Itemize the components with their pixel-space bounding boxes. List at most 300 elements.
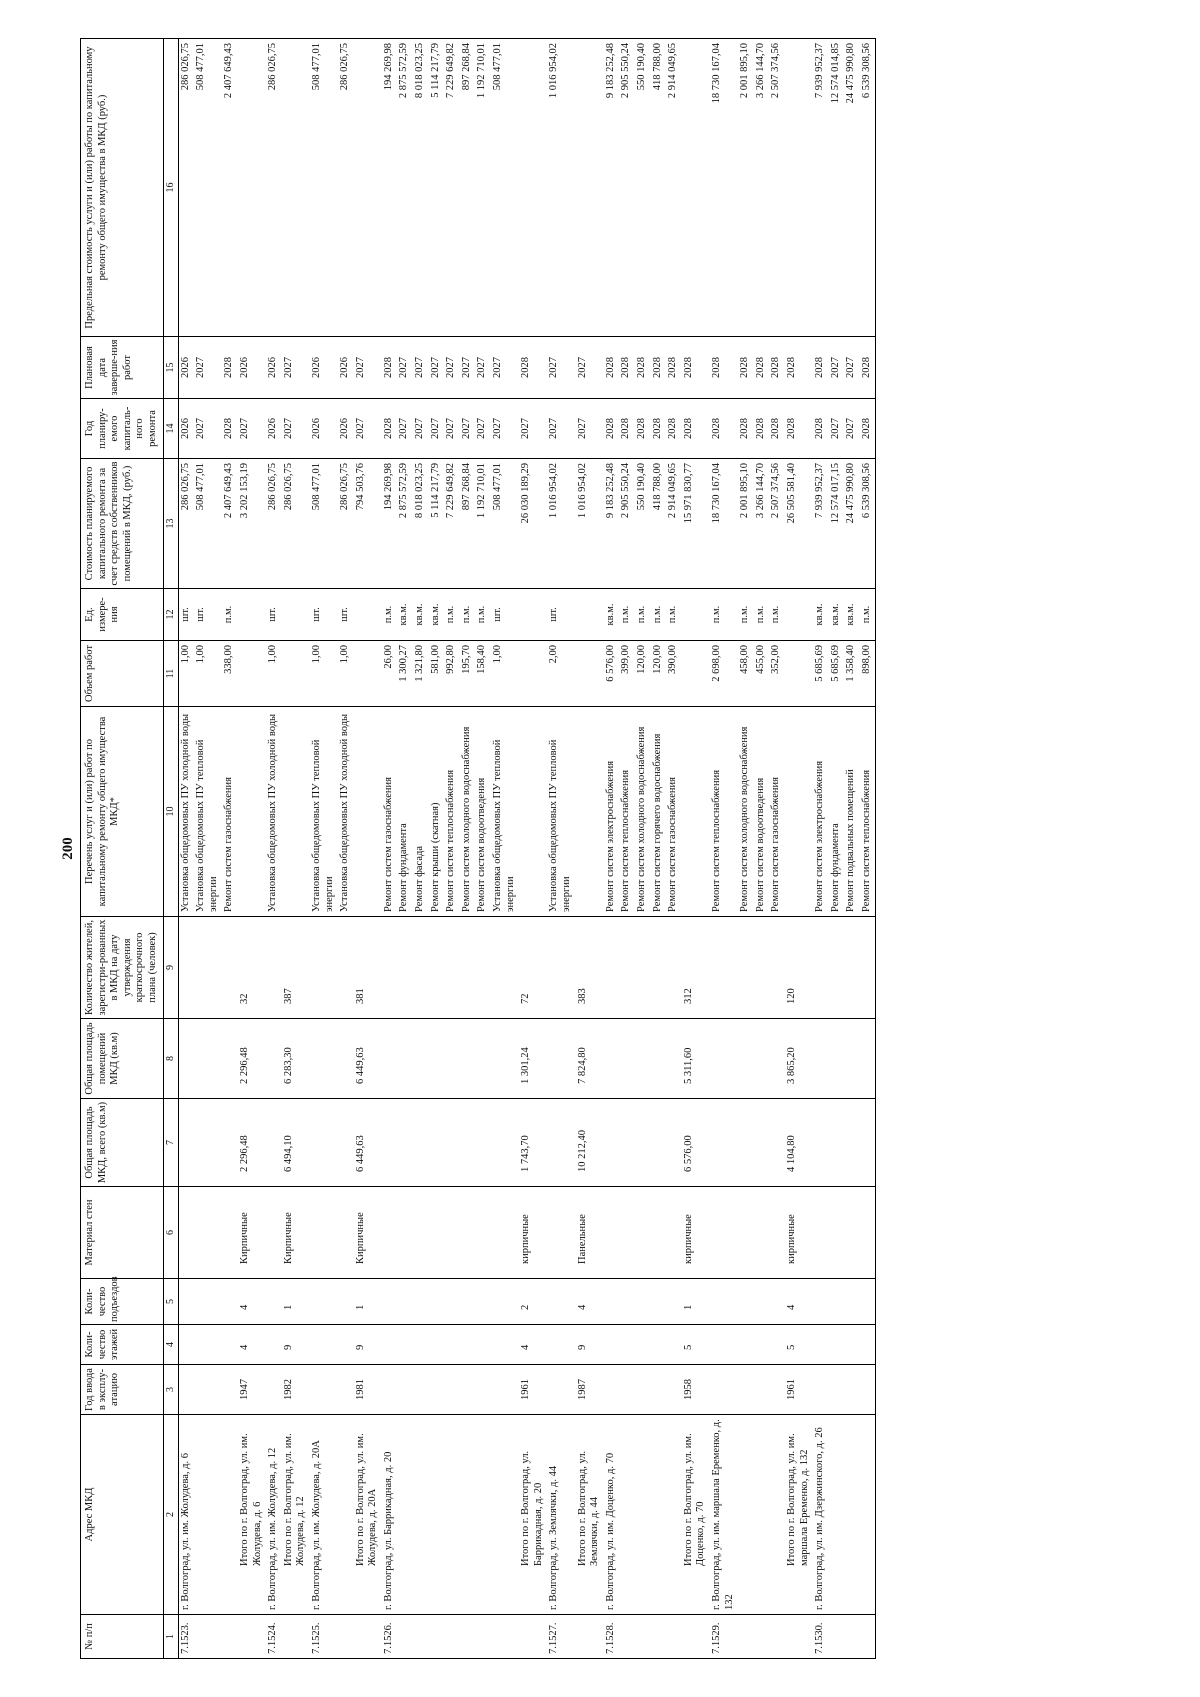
column-header: Предельная стоимость услуги и (или) работы по капитальному ремонту общего имущества в МКД (руб.)	[81, 39, 164, 337]
row-number-cell	[769, 1615, 785, 1659]
entrances-cell	[844, 1279, 860, 1325]
repair-year-cell: 2028	[860, 399, 876, 459]
address-cell	[651, 1415, 667, 1615]
table-row	[651, 39, 667, 1659]
column-number: 10	[163, 707, 178, 917]
residents-cell	[429, 917, 445, 1019]
work-type-cell: Ремонт систем газоснабжения	[769, 707, 785, 917]
work-volume-cell: 6 576,00	[604, 641, 620, 707]
repair-year-cell: 2027	[576, 399, 604, 459]
column-number: 4	[163, 1325, 178, 1365]
year-built-cell	[860, 1365, 876, 1415]
wall-material-cell	[710, 1187, 738, 1279]
wall-material-cell: кирпичные	[519, 1187, 547, 1279]
year-built-cell	[604, 1365, 620, 1415]
table-row	[310, 39, 338, 1659]
work-type-cell	[682, 707, 710, 917]
row-number-cell	[397, 1615, 413, 1659]
floors-cell	[310, 1325, 338, 1365]
work-type-cell: Ремонт систем теплоснабжения	[444, 707, 460, 917]
max-cost-cell: 12 574 014,85	[829, 39, 845, 337]
max-cost-cell	[785, 39, 813, 337]
table-row	[338, 39, 354, 1659]
completion-date-cell: 2028	[738, 337, 754, 399]
premises-area-cell: 6 449,63	[354, 1019, 382, 1099]
residents-cell	[844, 917, 860, 1019]
max-cost-cell: 550 190,40	[635, 39, 651, 337]
work-volume-cell	[682, 641, 710, 707]
entrances-cell	[310, 1279, 338, 1325]
premises-area-cell: 6 283,30	[282, 1019, 310, 1099]
column-header: Коли-чество этажей	[81, 1325, 164, 1365]
floors-cell: 4	[238, 1325, 266, 1365]
work-type-cell: Ремонт фундамента	[397, 707, 413, 917]
work-type-cell: Ремонт систем холодного водоснабжения	[460, 707, 476, 917]
entrances-cell: 2	[519, 1279, 547, 1325]
total-area-cell	[338, 1099, 354, 1187]
total-row	[785, 39, 813, 1659]
entrances-cell	[635, 1279, 651, 1325]
total-area-cell	[619, 1099, 635, 1187]
work-volume-cell: 352,00	[769, 641, 785, 707]
unit-cell	[238, 589, 266, 641]
repair-year-cell: 2028	[813, 399, 829, 459]
total-area-cell	[475, 1099, 491, 1187]
year-built-cell	[769, 1365, 785, 1415]
floors-cell: 9	[354, 1325, 382, 1365]
entrances-cell	[666, 1279, 682, 1325]
year-built-cell	[651, 1365, 667, 1415]
column-header: Объем работ	[81, 641, 164, 707]
work-type-cell: Ремонт систем теплоснабжения	[860, 707, 876, 917]
table-row	[844, 39, 860, 1659]
row-number-cell	[829, 1615, 845, 1659]
premises-area-cell	[266, 1019, 282, 1099]
wall-material-cell: Кирпичные	[354, 1187, 382, 1279]
wall-material-cell	[844, 1187, 860, 1279]
year-built-cell	[310, 1365, 338, 1415]
column-header: Перечень услуг и (или) работ по капитальному ремонту общего имущества МКД*	[81, 707, 164, 917]
total-area-cell	[547, 1099, 575, 1187]
total-area-cell: 2 296,48	[238, 1099, 266, 1187]
total-row	[576, 39, 604, 1659]
work-volume-cell: 1,00	[178, 641, 194, 707]
work-type-cell	[238, 707, 266, 917]
premises-area-cell	[310, 1019, 338, 1099]
total-area-cell: 6 494,10	[282, 1099, 310, 1187]
completion-date-cell: 2028	[682, 337, 710, 399]
max-cost-cell: 3 266 144,70	[754, 39, 770, 337]
work-type-cell: Ремонт подвальных помещений	[844, 707, 860, 917]
work-volume-cell	[519, 641, 547, 707]
premises-area-cell	[382, 1019, 398, 1099]
work-type-cell: Ремонт систем газоснабжения	[222, 707, 238, 917]
premises-area-cell	[754, 1019, 770, 1099]
residents-cell	[382, 917, 398, 1019]
residents-cell	[860, 917, 876, 1019]
total-area-cell	[710, 1099, 738, 1187]
table-row	[604, 39, 620, 1659]
repair-year-cell: 2027	[194, 399, 222, 459]
entrances-cell	[860, 1279, 876, 1325]
completion-date-cell: 2027	[354, 337, 382, 399]
wall-material-cell	[829, 1187, 845, 1279]
row-number-cell: 7.1528.	[604, 1615, 620, 1659]
residents-cell	[666, 917, 682, 1019]
completion-date-cell: 2026	[178, 337, 194, 399]
table-row	[666, 39, 682, 1659]
work-type-cell	[576, 707, 604, 917]
wall-material-cell: кирпичные	[682, 1187, 710, 1279]
table-row	[738, 39, 754, 1659]
year-built-cell	[475, 1365, 491, 1415]
wall-material-cell	[754, 1187, 770, 1279]
premises-area-cell	[651, 1019, 667, 1099]
total-area-cell	[829, 1099, 845, 1187]
column-header: Стоимость планируемого капитального ремонта за счет средств собственников помещений в МКД, (руб.)	[81, 459, 164, 589]
work-volume-cell: 195,70	[460, 641, 476, 707]
premises-area-cell: 1 301,24	[519, 1019, 547, 1099]
planned-cost-cell: 2 407 649,43	[222, 459, 238, 589]
work-volume-cell: 390,00	[666, 641, 682, 707]
unit-cell: п.м.	[382, 589, 398, 641]
address-cell: Итого по г. Волгоград, ул. им. Доценко, д. 70	[682, 1415, 710, 1615]
planned-cost-cell: 2 905 550,24	[619, 459, 635, 589]
column-header: Год ввода в эксплу-атацию	[81, 1365, 164, 1415]
residents-cell: 72	[519, 917, 547, 1019]
total-area-cell	[635, 1099, 651, 1187]
planned-cost-cell: 194 269,98	[382, 459, 398, 589]
repair-year-cell: 2027	[460, 399, 476, 459]
repair-year-cell: 2027	[429, 399, 445, 459]
column-number: 11	[163, 641, 178, 707]
wall-material-cell	[475, 1187, 491, 1279]
premises-area-cell	[397, 1019, 413, 1099]
unit-cell: п.м.	[666, 589, 682, 641]
work-type-cell: Установка общедомовых ПУ холодной воды	[338, 707, 354, 917]
row-number-cell	[429, 1615, 445, 1659]
wall-material-cell	[604, 1187, 620, 1279]
repair-year-cell: 2027	[413, 399, 429, 459]
unit-cell: шт.	[194, 589, 222, 641]
entrances-cell: 1	[282, 1279, 310, 1325]
work-volume-cell: 338,00	[222, 641, 238, 707]
completion-date-cell: 2027	[282, 337, 310, 399]
entrances-cell	[547, 1279, 575, 1325]
completion-date-cell: 2028	[754, 337, 770, 399]
repair-year-cell: 2028	[710, 399, 738, 459]
table-row	[222, 39, 238, 1659]
residents-cell	[413, 917, 429, 1019]
max-cost-cell: 194 269,98	[382, 39, 398, 337]
address-cell	[444, 1415, 460, 1615]
completion-date-cell: 2028	[710, 337, 738, 399]
total-row	[519, 39, 547, 1659]
work-type-cell: Ремонт систем газоснабжения	[382, 707, 398, 917]
work-volume-cell: 992,80	[444, 641, 460, 707]
floors-cell	[460, 1325, 476, 1365]
residents-cell	[444, 917, 460, 1019]
entrances-cell	[444, 1279, 460, 1325]
work-type-cell	[354, 707, 382, 917]
total-area-cell	[769, 1099, 785, 1187]
work-volume-cell: 1,00	[338, 641, 354, 707]
row-number-cell	[651, 1615, 667, 1659]
floors-cell	[475, 1325, 491, 1365]
total-area-cell	[178, 1099, 194, 1187]
floors-cell	[754, 1325, 770, 1365]
unit-cell: п.м.	[475, 589, 491, 641]
total-area-cell: 10 212,40	[576, 1099, 604, 1187]
unit-cell: шт.	[178, 589, 194, 641]
max-cost-cell: 2 875 572,59	[397, 39, 413, 337]
total-area-cell: 6 449,63	[354, 1099, 382, 1187]
unit-cell	[682, 589, 710, 641]
residents-cell	[338, 917, 354, 1019]
floors-cell	[710, 1325, 738, 1365]
address-cell: г. Волгоград, ул. им. Жолудева, д. 20А	[310, 1415, 338, 1615]
table-row	[382, 39, 398, 1659]
floors-cell	[338, 1325, 354, 1365]
planned-cost-cell: 508 477,01	[194, 459, 222, 589]
planned-cost-cell: 9 183 252,48	[604, 459, 620, 589]
work-type-cell: Ремонт систем теплоснабжения	[710, 707, 738, 917]
max-cost-cell	[282, 39, 310, 337]
max-cost-cell: 18 730 167,04	[710, 39, 738, 337]
repair-year-cell: 2026	[310, 399, 338, 459]
repair-year-cell: 2028	[222, 399, 238, 459]
planned-cost-cell: 26 505 581,40	[785, 459, 813, 589]
column-number: 5	[163, 1279, 178, 1325]
premises-area-cell	[194, 1019, 222, 1099]
column-number: 8	[163, 1019, 178, 1099]
unit-cell: шт.	[310, 589, 338, 641]
year-built-cell	[382, 1365, 398, 1415]
max-cost-cell: 1 192 710,01	[475, 39, 491, 337]
unit-cell: п.м.	[769, 589, 785, 641]
residents-cell	[491, 917, 519, 1019]
total-area-cell	[194, 1099, 222, 1187]
work-type-cell: Ремонт систем водоотведения	[475, 707, 491, 917]
residents-cell: 312	[682, 917, 710, 1019]
year-built-cell: 1987	[576, 1365, 604, 1415]
year-built-cell	[338, 1365, 354, 1415]
unit-cell: п.м.	[651, 589, 667, 641]
address-cell: г. Волгоград, ул. им. Жолудева, д. 12	[266, 1415, 282, 1615]
year-built-cell	[194, 1365, 222, 1415]
floors-cell	[769, 1325, 785, 1365]
planned-cost-cell: 550 190,40	[635, 459, 651, 589]
year-built-cell: 1961	[519, 1365, 547, 1415]
completion-date-cell: 2027	[460, 337, 476, 399]
premises-area-cell	[813, 1019, 829, 1099]
row-number-cell: 7.1529.	[710, 1615, 738, 1659]
address-cell: г. Волгоград, ул. им. Доценко, д. 70	[604, 1415, 620, 1615]
completion-date-cell: 2028	[860, 337, 876, 399]
max-cost-cell: 897 268,84	[460, 39, 476, 337]
floors-cell: 5	[785, 1325, 813, 1365]
address-cell	[844, 1415, 860, 1615]
total-area-cell	[382, 1099, 398, 1187]
column-number: 13	[163, 459, 178, 589]
planned-cost-cell: 897 268,84	[460, 459, 476, 589]
unit-cell: шт.	[338, 589, 354, 641]
unit-cell: п.м.	[738, 589, 754, 641]
planned-cost-cell: 8 018 023,25	[413, 459, 429, 589]
wall-material-cell	[860, 1187, 876, 1279]
table-row	[429, 39, 445, 1659]
address-cell: Итого по г. Волгоград, ул. Баррикадная, д. 20	[519, 1415, 547, 1615]
premises-area-cell	[710, 1019, 738, 1099]
repair-year-cell: 2028	[604, 399, 620, 459]
year-built-cell	[738, 1365, 754, 1415]
year-built-cell: 1958	[682, 1365, 710, 1415]
premises-area-cell	[604, 1019, 620, 1099]
entrances-cell	[222, 1279, 238, 1325]
residents-cell: 32	[238, 917, 266, 1019]
completion-date-cell: 2026	[310, 337, 338, 399]
table-row	[475, 39, 491, 1659]
residents-cell	[397, 917, 413, 1019]
residents-cell: 381	[354, 917, 382, 1019]
floors-cell	[619, 1325, 635, 1365]
work-volume-cell: 399,00	[619, 641, 635, 707]
row-number-cell	[460, 1615, 476, 1659]
completion-date-cell: 2027	[844, 337, 860, 399]
column-header: Материал стен	[81, 1187, 164, 1279]
residents-cell	[635, 917, 651, 1019]
work-volume-cell: 2,00	[547, 641, 575, 707]
wall-material-cell	[266, 1187, 282, 1279]
max-cost-cell: 5 114 217,79	[429, 39, 445, 337]
entrances-cell	[738, 1279, 754, 1325]
floors-cell	[651, 1325, 667, 1365]
entrances-cell	[178, 1279, 194, 1325]
premises-area-cell: 7 824,80	[576, 1019, 604, 1099]
work-type-cell: Ремонт систем теплоснабжения	[619, 707, 635, 917]
wall-material-cell: кирпичные	[785, 1187, 813, 1279]
row-number-cell	[682, 1615, 710, 1659]
year-built-cell	[829, 1365, 845, 1415]
planned-cost-cell: 508 477,01	[491, 459, 519, 589]
planned-cost-cell: 1 192 710,01	[475, 459, 491, 589]
row-number-cell	[666, 1615, 682, 1659]
max-cost-cell: 2 407 649,43	[222, 39, 238, 337]
year-built-cell	[754, 1365, 770, 1415]
year-built-cell	[635, 1365, 651, 1415]
planned-cost-cell: 1 016 954,02	[576, 459, 604, 589]
total-area-cell	[266, 1099, 282, 1187]
column-number: 14	[163, 399, 178, 459]
work-type-cell: Ремонт фундамента	[829, 707, 845, 917]
address-cell	[222, 1415, 238, 1615]
year-built-cell	[178, 1365, 194, 1415]
address-cell	[738, 1415, 754, 1615]
header-row	[81, 39, 164, 1659]
max-cost-cell: 286 026,75	[266, 39, 282, 337]
work-volume-cell: 5 685,69	[813, 641, 829, 707]
repair-year-cell: 2027	[829, 399, 845, 459]
entrances-cell	[813, 1279, 829, 1325]
completion-date-cell: 2028	[222, 337, 238, 399]
completion-date-cell: 2028	[813, 337, 829, 399]
row-number-cell	[222, 1615, 238, 1659]
floors-cell	[413, 1325, 429, 1365]
max-cost-cell: 24 475 990,80	[844, 39, 860, 337]
year-built-cell	[710, 1365, 738, 1415]
address-cell	[460, 1415, 476, 1615]
work-volume-cell: 1,00	[194, 641, 222, 707]
total-area-cell	[754, 1099, 770, 1187]
column-number: 12	[163, 589, 178, 641]
total-area-cell	[222, 1099, 238, 1187]
entrances-cell: 1	[354, 1279, 382, 1325]
residents-cell	[266, 917, 282, 1019]
address-cell	[413, 1415, 429, 1615]
entrances-cell	[338, 1279, 354, 1325]
table-row	[769, 39, 785, 1659]
repair-year-cell: 2026	[338, 399, 354, 459]
premises-area-cell	[475, 1019, 491, 1099]
row-number-cell	[519, 1615, 547, 1659]
floors-cell	[635, 1325, 651, 1365]
residents-cell	[754, 917, 770, 1019]
address-cell	[635, 1415, 651, 1615]
work-volume-cell: 458,00	[738, 641, 754, 707]
work-volume-cell: 898,00	[860, 641, 876, 707]
unit-cell: шт.	[547, 589, 575, 641]
premises-area-cell	[460, 1019, 476, 1099]
row-number-cell	[785, 1615, 813, 1659]
work-volume-cell: 1,00	[310, 641, 338, 707]
residents-cell	[619, 917, 635, 1019]
year-built-cell	[619, 1365, 635, 1415]
repair-year-cell: 2028	[785, 399, 813, 459]
table-row	[619, 39, 635, 1659]
completion-date-cell: 2027	[194, 337, 222, 399]
work-type-cell: Установка общедомовых ПУ тепловой энергии	[547, 707, 575, 917]
row-number-cell	[635, 1615, 651, 1659]
wall-material-cell	[813, 1187, 829, 1279]
entrances-cell: 4	[785, 1279, 813, 1325]
completion-date-cell: 2028	[769, 337, 785, 399]
max-cost-cell: 508 477,01	[491, 39, 519, 337]
column-number: 16	[163, 39, 178, 337]
work-type-cell: Ремонт крыши (скатная)	[429, 707, 445, 917]
year-built-cell	[429, 1365, 445, 1415]
floors-cell	[429, 1325, 445, 1365]
completion-date-cell: 2027	[444, 337, 460, 399]
planned-cost-cell: 6 539 308,56	[860, 459, 876, 589]
address-cell	[769, 1415, 785, 1615]
completion-date-cell: 2028	[519, 337, 547, 399]
repair-year-cell: 2027	[238, 399, 266, 459]
unit-cell	[354, 589, 382, 641]
premises-area-cell	[178, 1019, 194, 1099]
residents-cell	[829, 917, 845, 1019]
address-cell: г. Волгоград, ул. Баррикадная, д. 20	[382, 1415, 398, 1615]
total-area-cell	[666, 1099, 682, 1187]
table-row	[754, 39, 770, 1659]
table-row	[813, 39, 829, 1659]
max-cost-cell: 286 026,75	[338, 39, 354, 337]
table-row	[397, 39, 413, 1659]
completion-date-cell: 2028	[666, 337, 682, 399]
wall-material-cell	[444, 1187, 460, 1279]
total-area-cell	[844, 1099, 860, 1187]
capital-repair-table	[80, 38, 876, 1659]
total-area-cell	[738, 1099, 754, 1187]
